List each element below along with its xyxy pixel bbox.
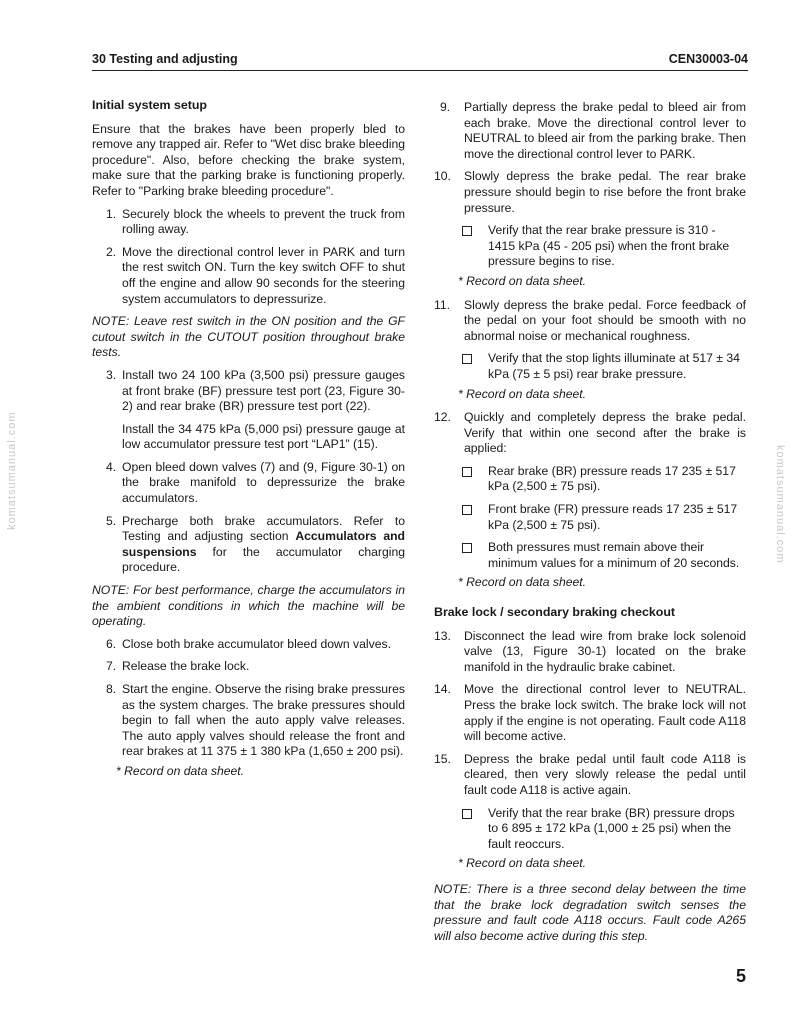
step-text: Securely block the wheels to prevent the truck from rolling away. — [122, 206, 405, 237]
check-text: Verify that the rear brake (BR) pressure drops to 6 895 ± 172 kPa (1,000 ± 25 psi) when the fault reoccurs. — [488, 805, 735, 851]
step-text: Release the brake lock. — [122, 659, 250, 674]
step-5 — [92, 514, 405, 576]
step-text: Start the engine. Observe the rising brake pressures as the system charges. The brake pressures should begin to fall when the auto apply valve releases. The auto apply valves should release the front and rear brakes at 11 375 ± 1 380 kPa (1,650 ± 200 psi). — [122, 682, 405, 759]
check-text: Verify that the rear brake pressure is 310 - 1415 kPa (45 - 205 psi) when the front brake pressure begins to rise. — [488, 223, 730, 269]
checklist-item — [434, 540, 746, 571]
step-text — [122, 514, 405, 575]
step-number: 15. — [434, 751, 451, 766]
step-text: Close both brake accumulator bleed down valves. — [122, 636, 391, 651]
step-number: 12. — [434, 410, 451, 425]
note-brake-tests: NOTE: Leave rest switch in the ON position and the GF cutout switch in the CUTOUT position throughout brake tests. — [92, 314, 405, 360]
page-header — [92, 52, 748, 68]
step-text-part: for the accumulator charging procedure. — [122, 544, 405, 575]
step-text: Quickly and completely depress the brake pedal. Verify that within one second after the brake is applied: — [464, 410, 746, 456]
document-code: CEN30003-04 — [668, 52, 748, 66]
checkbox-square-icon — [462, 354, 472, 364]
step-6 — [92, 637, 405, 653]
page-number: 5 — [735, 966, 746, 986]
check-text: Rear brake (BR) pressure reads 17 235 ± 517 kPa (2,500 ± 75 psi). — [488, 463, 736, 494]
step-10 — [434, 169, 746, 216]
checklist-item — [434, 502, 746, 533]
step-text-part: Precharge both brake accumulators. Refer to Testing and adjusting section — [122, 513, 405, 544]
step-number: 3. — [106, 367, 117, 382]
intro-paragraph: Ensure that the brakes have been properly bled to remove any trapped air. Refer to "Wet disc brake bleeding procedure". Also, before checking the brake system, make sure that the parking brake is functioning properly. Refer to "Parking brake bleeding procedure". — [92, 121, 405, 198]
step-13 — [434, 629, 746, 676]
check-text: Front brake (FR) pressure reads 17 235 ± 517 kPa (2,500 ± 75 psi). — [488, 502, 738, 532]
step-7 — [92, 659, 405, 675]
checkbox-square-icon — [462, 467, 472, 477]
step-text: Move the directional control lever in PARK and turn the rest switch ON. Turn the key switch OFF to shut off the engine and allow 90 seconds for the steering system accumulators to depressurize. — [122, 244, 405, 306]
checkbox-square-icon — [462, 543, 472, 553]
step-14 — [434, 682, 746, 744]
record-note: * Record on data sheet. — [458, 575, 587, 590]
section-heading-brake-lock: Brake lock / secondary braking checkout — [434, 605, 676, 620]
checklist-item — [434, 351, 746, 382]
check-text: Verify that the stop lights illuminate at 517 ± 34 kPa (75 ± 5 psi) rear brake pressure. — [488, 351, 740, 381]
step-number: 1. — [106, 206, 117, 221]
step-text: Open bleed down valves (7) and (9, Figure 30-1) on the brake manifold to depressurize the brake accumulators. — [122, 459, 405, 506]
step-3 — [92, 368, 405, 415]
record-note: * Record on data sheet. — [458, 386, 587, 401]
watermark-left: komatsumanual.com — [6, 411, 18, 530]
step-number: 7. — [106, 659, 117, 674]
step-4 — [92, 460, 405, 507]
section-heading: Initial system setup — [92, 98, 207, 112]
step-text: Slowly depress the brake pedal. Force feedback of the pedal on your foot should be smooth with no abnormal noise or mechanical roughness. — [464, 297, 746, 343]
header-divider — [92, 70, 748, 71]
record-note: * Record on data sheet. — [116, 763, 245, 778]
step-number: 13. — [434, 628, 451, 643]
step-8 — [92, 682, 405, 760]
step-15 — [434, 752, 746, 799]
note-delay: NOTE: There is a three second delay between the time that the brake lock degradation switch senses the pressure and fault code A118 occurs. Fault code A265 will also become active during this step. — [434, 881, 746, 943]
section-title: 30 Testing and adjusting — [92, 52, 238, 66]
step-number: 9. — [440, 100, 451, 114]
step-9 — [434, 100, 746, 162]
step-12 — [434, 410, 746, 457]
step-number: 14. — [434, 682, 451, 697]
step-11 — [434, 298, 746, 345]
step-number: 6. — [106, 636, 117, 651]
right-column — [434, 100, 746, 951]
note-ambient-conditions: NOTE: For best performance, charge the accumulators in the ambient conditions in which the machine will be operating. — [92, 583, 405, 629]
checklist-item — [434, 223, 746, 270]
step-text: Disconnect the lead wire from brake lock solenoid valve (13, Figure 30-1) located on the brake manifold in the hydraulic brake cabinet. — [464, 628, 746, 674]
step-3-subparagraph: Install the 34 475 kPa (5,000 psi) pressure gauge at low accumulator pressure test port “LAP1” (15). — [122, 421, 405, 452]
checkbox-square-icon — [462, 505, 472, 515]
step-text: Depress the brake pedal until fault code A118 is cleared, then very slowly release the pedal until fault code A118 is active again. — [464, 751, 746, 797]
record-note: * Record on data sheet. — [458, 273, 587, 288]
section-reference: Accumulators and suspensions — [122, 529, 405, 559]
checklist-item — [434, 806, 746, 853]
step-text: Slowly depress the brake pedal. The rear brake pressure should begin to rise before the front brake pressure. — [464, 169, 746, 215]
checklist-item — [434, 464, 746, 495]
step-text: Move the directional control lever to NEUTRAL. Press the brake lock switch. The brake lock will not apply if the engine is not operating. Fault code A118 will become active. — [464, 682, 746, 744]
step-number: 8. — [106, 682, 117, 696]
step-number: 10. — [434, 169, 451, 184]
step-2 — [92, 245, 405, 307]
step-text: Install two 24 100 kPa (3,500 psi) pressure gauges at front brake (BF) pressure test port (23, Figure 30-2) and rear brake (BR) pressure test port (22). — [122, 367, 405, 414]
left-column — [92, 98, 405, 788]
checkbox-square-icon — [462, 809, 472, 819]
step-number: 2. — [106, 244, 117, 259]
step-text: Partially depress the brake pedal to bleed air from each brake. Move the directional control lever to NEUTRAL to bleed air from the parking brake. Then move the directional control lever to PARK. — [464, 100, 746, 161]
check-text: Both pressures must remain above their minimum values for a minimum of 20 seconds. — [488, 540, 740, 570]
step-number: 4. — [106, 459, 117, 474]
step-1 — [92, 207, 405, 238]
step-number: 11. — [434, 297, 451, 312]
step-number: 5. — [106, 513, 117, 528]
watermark-right: komatsumanual.com — [774, 445, 786, 564]
checkbox-square-icon — [462, 226, 472, 236]
record-note: * Record on data sheet. — [458, 856, 587, 871]
